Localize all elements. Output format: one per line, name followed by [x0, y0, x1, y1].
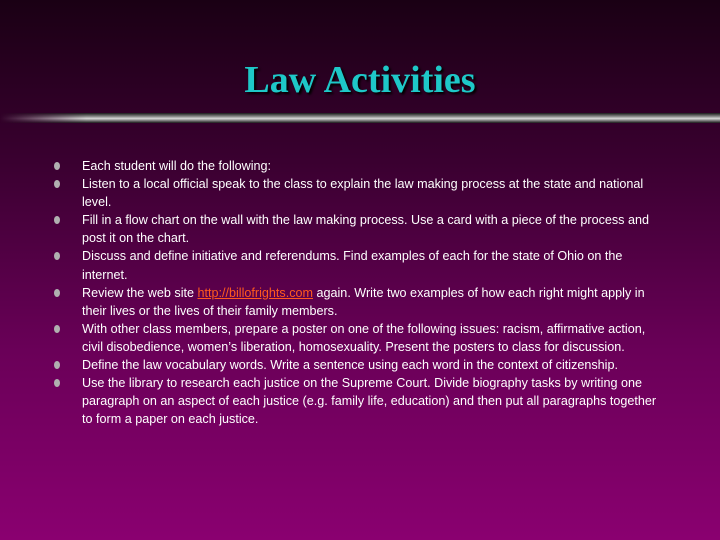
list-item [54, 175, 664, 211]
list-item-text: Discuss and define initiative and referendums. Find examples of each for the state of Ohio on the internet. [82, 249, 623, 282]
list-item-text: Use the library to research each justice on the Supreme Court. Divide biography tasks by writing one paragraph on an aspect of each justice (e.g. family life, education) and then put all paragraphs together to form a paper on each justice. [82, 376, 657, 427]
list-item [54, 157, 664, 175]
billofrights-link[interactable]: http://billofrights.com [197, 285, 313, 300]
bullet-icon [54, 162, 60, 170]
slide-title: Law Activities [244, 59, 476, 101]
list-item-text: Fill in a flow chart on the wall with the law making process. Use a card with a piece of the process and post it on the chart. [82, 213, 649, 246]
list-item [54, 374, 664, 428]
list-item [54, 284, 664, 320]
bullet-icon [54, 216, 60, 224]
list-item [54, 247, 664, 283]
title-divider [0, 113, 720, 123]
list-item-text: Each student will do the following: [82, 159, 272, 173]
list-item [54, 211, 664, 247]
list-item-text-before-link: Review the web site [82, 285, 198, 300]
activity-list [54, 157, 664, 428]
bullet-icon [54, 289, 60, 297]
list-item-text: Define the law vocabulary words. Write a sentence using each word in the context of citizenship. [82, 358, 618, 373]
bullet-icon [54, 180, 60, 188]
bullet-icon [54, 379, 60, 387]
list-item [54, 356, 664, 374]
list-item-text-after-link: again. Write two examples of how each right might apply in their lives or the lives of their family members. [82, 285, 645, 318]
list-item [54, 320, 664, 356]
list-item-text: With other class members, prepare a poster on one of the following issues: racism, affirmative action, civil disobedience, women’s liberation, homosexuality. Present the posters to class for discussion. [82, 321, 646, 354]
bullet-icon [54, 325, 60, 333]
bullet-icon [54, 252, 60, 260]
bullet-icon [54, 361, 60, 369]
list-item-text: Listen to a local official speak to the class to explain the law making process at the state and national level. [82, 177, 644, 210]
